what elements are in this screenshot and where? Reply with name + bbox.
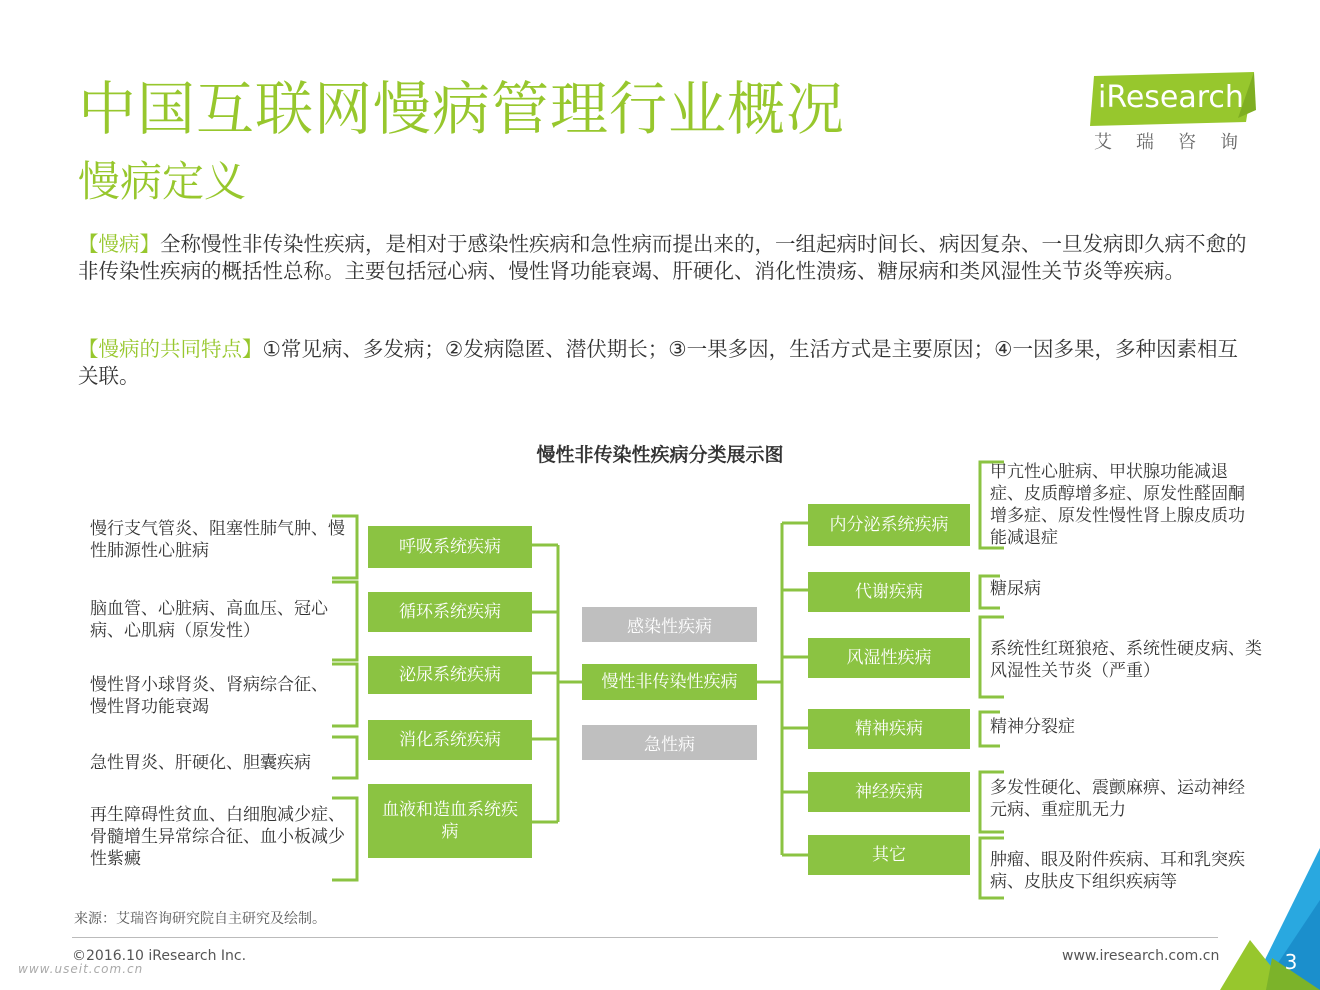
category-rheumatic: 风湿性疾病 [808, 638, 970, 678]
definition-tag: 【慢病】 [78, 232, 160, 256]
logo-text: iResearch [1098, 80, 1244, 115]
page-number: 3 [1284, 950, 1298, 974]
footer-divider [72, 937, 1218, 938]
left-desc-blood: 再生障碍性贫血、白细胞减少症、骨髓增生异常综合征、血小板减少性紫癜 [90, 805, 345, 869]
category-respiratory: 呼吸系统疾病 [368, 526, 532, 568]
definition-text: 全称慢性非传染性疾病，是相对于感染性疾病和急性病而提出来的，一组起病时间长、病因复杂、一旦发病即久病不愈的非传染性疾病的概括性总称。主要包括冠心病、慢性肾功能衰竭、肝硬化、消化性溃疡、糖尿病和类风湿性关节炎等疾病。 [78, 232, 1247, 283]
right-desc-other: 肿瘤、眼及附件疾病、耳和乳突疾病、皮肤皮下组织疾病等 [990, 850, 1245, 892]
features-text: ①常见病、多发病；②发病隐匿、潜伏期长；③一果多因，生活方式是主要原因；④一因多果，多种因素相互关联。 [78, 337, 1239, 388]
right-desc-mental: 精神分裂症 [990, 717, 1075, 737]
page-title: 中国互联网慢病管理行业概况 [78, 75, 846, 143]
features-tag: 【慢病的共同特点】 [78, 337, 263, 361]
left-desc-digestive: 急性胃炎、肝硬化、胆囊疾病 [90, 753, 311, 773]
center-infectious-box: 感染性疾病 [582, 607, 757, 642]
category-mental: 精神疾病 [808, 709, 970, 749]
diagram-title: 慢性非传染性疾病分类展示图 [536, 444, 784, 466]
category-metabolic: 代谢疾病 [808, 572, 970, 612]
category-blood: 血液和造血系统疾病 [368, 784, 532, 858]
left-desc-urinary: 慢性肾小球肾炎、肾病综合征、慢性肾功能衰竭 [90, 675, 328, 717]
right-desc-metabolic: 糖尿病 [990, 579, 1041, 599]
left-desc-respiratory: 慢行支气管炎、阻塞性肺气肿、慢性肺源性心脏病 [90, 519, 345, 561]
left-desc-circulatory: 脑血管、心脏病、高血压、冠心病、心肌病（原发性） [90, 599, 328, 641]
category-other: 其它 [808, 835, 970, 875]
center-chronic-box: 慢性非传染性疾病 [582, 664, 757, 700]
category-endocrine: 内分泌系统疾病 [808, 504, 970, 546]
right-desc-neurological: 多发性硬化、震颤麻痹、运动神经元病、重症肌无力 [990, 778, 1245, 820]
logo-chinese: 艾瑞咨询 [1094, 132, 1262, 153]
category-neurological: 神经疾病 [808, 772, 970, 812]
website-link[interactable]: www.iresearch.com.cn [1062, 948, 1220, 964]
center-acute-box: 急性病 [582, 725, 757, 760]
watermark: www.useit.com.cn [18, 962, 144, 976]
category-digestive: 消化系统疾病 [368, 720, 532, 760]
source-note: 来源：艾瑞咨询研究院自主研究及绘制。 [74, 911, 326, 927]
category-circulatory: 循环系统疾病 [368, 592, 532, 632]
category-urinary: 泌尿系统疾病 [368, 656, 532, 694]
section-title: 慢病定义 [78, 157, 247, 206]
copyright: ©2016.10 iResearch Inc. [72, 948, 247, 964]
right-desc-endocrine: 甲亢性心脏病、甲状腺功能减退症、皮质醇增多症、原发性醛固酮增多症、原发性慢性肾上腺皮质功能减退症 [990, 462, 1245, 548]
right-desc-rheumatic: 系统性红斑狼疮、系统性硬皮病、类风湿性关节炎（严重） [990, 639, 1262, 681]
